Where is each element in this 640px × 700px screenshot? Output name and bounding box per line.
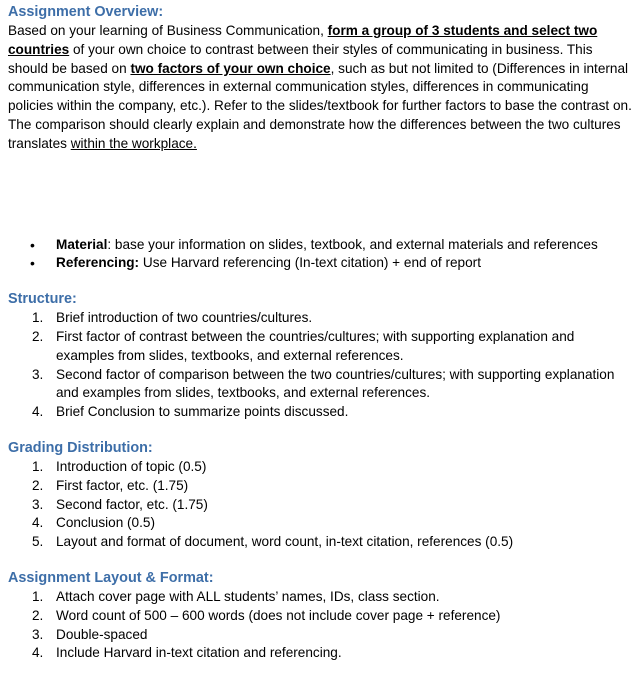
section-gap [8, 422, 636, 439]
list-text: First factor, etc. (1.75) [56, 477, 189, 493]
list-text: Second factor, etc. (1.75) [56, 496, 208, 512]
list-number: 3. [32, 366, 44, 382]
structure-heading: Structure: [8, 291, 77, 308]
layout-heading: Assignment Layout & Format: [8, 569, 214, 586]
list-item [8, 328, 636, 366]
blank-space [8, 154, 636, 236]
list-item [8, 644, 636, 663]
list-item [8, 514, 636, 533]
bullet-label: Referencing: [56, 255, 140, 271]
requirements-bullet-list [8, 236, 636, 274]
section-gap [8, 273, 636, 290]
grading-list [8, 458, 636, 552]
list-item [8, 533, 636, 552]
bullet-label: Material [56, 236, 108, 252]
overview-text: Based on your learning of Business Communication, [8, 23, 328, 38]
list-number: 4. [32, 645, 44, 661]
list-text: Brief introduction of two countries/cultures. [56, 310, 313, 326]
list-item [8, 366, 636, 404]
structure-list [8, 309, 636, 422]
overview-paragraph-1 [8, 22, 636, 116]
list-item [8, 588, 636, 607]
list-number: 4. [32, 515, 44, 531]
list-number: 2. [32, 607, 44, 623]
list-text: Layout and format of document, word count, in-text citation, references (0.5) [56, 534, 514, 550]
list-number: 2. [32, 328, 44, 344]
list-number: 1. [32, 588, 44, 604]
list-number: 2. [32, 477, 44, 493]
bullet-text: : base your information on slides, textbook, and external materials and references [107, 236, 598, 252]
layout-list [8, 588, 636, 663]
list-number: 3. [32, 626, 44, 642]
list-item [8, 607, 636, 626]
list-number: 4. [32, 404, 44, 420]
list-number: 1. [32, 458, 44, 474]
list-number: 5. [32, 534, 44, 550]
list-text: First factor of contrast between the countries/cultures; with supporting explanation and examples from slides, textbooks, and external references. [56, 328, 575, 363]
list-text: Include Harvard in-text citation and referencing. [56, 645, 342, 661]
grading-heading: Grading Distribution: [8, 439, 153, 456]
overview-text: , such as but not limited to (Differences in internal communication style, differences in external communication styles, differences in communicating policies within the company, etc.). Refer to the slides/textbook for further factors to base the contrast on. [8, 60, 632, 114]
bullet-item-referencing [8, 254, 636, 273]
overview-emphasis-workplace: within the workplace. [70, 135, 197, 151]
list-item [8, 496, 636, 515]
overview-emphasis-group: form a group of 3 students and select two countries [8, 23, 598, 57]
overview-heading: Assignment Overview: [8, 4, 164, 20]
bullet-icon: • [30, 236, 35, 253]
list-text: Second factor of comparison between the two countries/cultures; with supporting explanation and examples from slides, textbooks, and external references. [56, 366, 615, 401]
list-item [8, 309, 636, 328]
section-gap [8, 552, 636, 569]
overview-text: The comparison should clearly explain and demonstrate how the differences between the two cultures translates [8, 116, 621, 151]
list-item [8, 626, 636, 645]
list-text: Conclusion (0.5) [56, 515, 155, 531]
overview-paragraph-2 [8, 116, 636, 154]
list-text: Double-spaced [56, 626, 148, 642]
bullet-icon: • [30, 255, 35, 272]
list-item [8, 458, 636, 477]
list-number: 1. [32, 310, 44, 326]
overview-emphasis-factors: two factors of your own choice [130, 60, 331, 76]
bullet-text: Use Harvard referencing (In-text citation) + end of report [139, 255, 481, 271]
list-text: Brief Conclusion to summarize points discussed. [56, 404, 349, 420]
overview-text: of your own choice to contrast between their styles of communicating in business. This should be based on [8, 41, 593, 76]
list-item [8, 477, 636, 496]
list-number: 3. [32, 496, 44, 512]
list-text: Word count of 500 – 600 words (does not include cover page + reference) [56, 607, 501, 623]
document-page [8, 3, 636, 663]
list-item [8, 403, 636, 422]
bullet-item-material [8, 236, 636, 255]
list-text: Attach cover page with ALL students’ names, IDs, class section. [56, 588, 440, 604]
list-text: Introduction of topic (0.5) [56, 458, 207, 474]
